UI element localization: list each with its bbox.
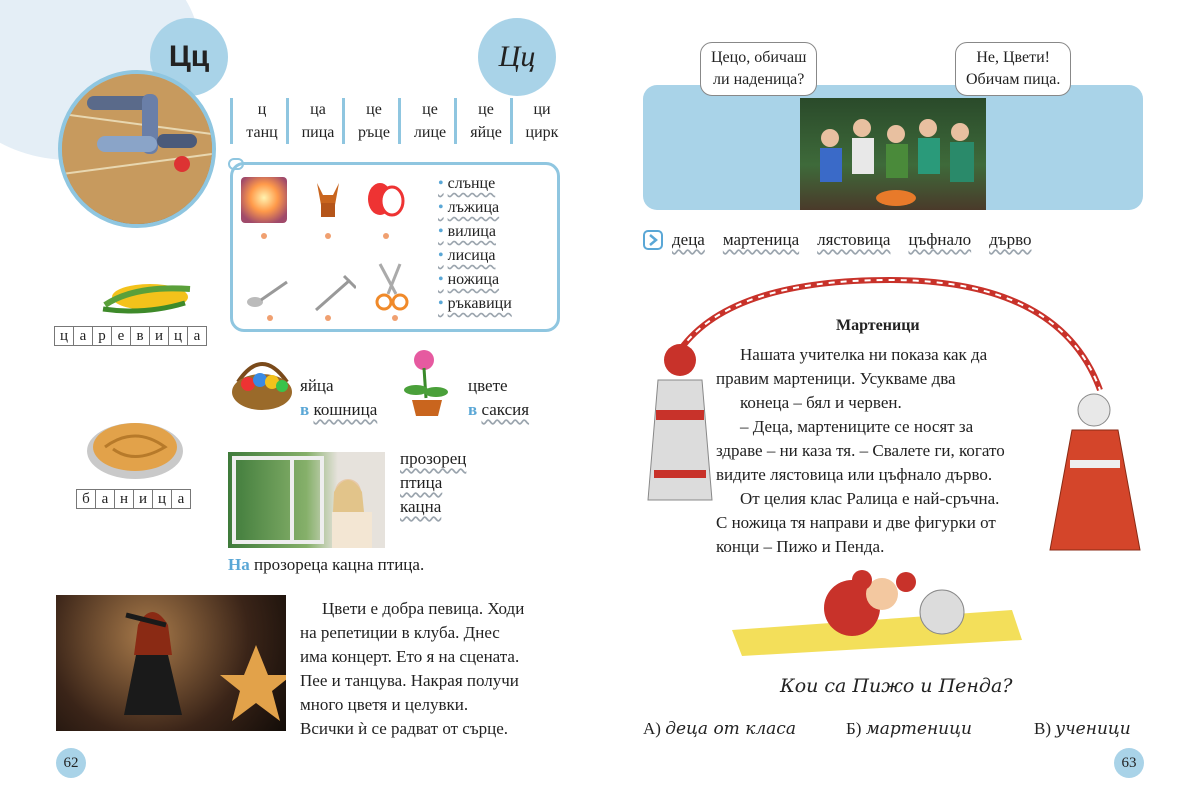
story-line: Цвети е добра певица. Ходи <box>322 599 525 618</box>
bubble-right-line: Обичам пица. <box>966 71 1061 88</box>
card-word: • лъжица <box>438 196 512 220</box>
corn-letter-boxes <box>55 326 207 346</box>
flower-word: цвете <box>468 376 508 395</box>
card-word: • слънце <box>438 172 512 196</box>
word-item: мартеница <box>722 230 800 249</box>
answer-a[interactable] <box>643 717 796 741</box>
window-word: кацна <box>400 497 442 516</box>
eggs-word: яйца <box>300 376 334 395</box>
answer-c[interactable] <box>1034 717 1131 741</box>
egg-basket-picture <box>230 352 295 412</box>
sentence-rest: прозореца кацна птица. <box>249 555 425 574</box>
window-word-list <box>400 447 466 519</box>
syllable-column <box>510 98 571 144</box>
syllable-top: ци <box>533 101 551 118</box>
syllable-column <box>286 98 347 144</box>
story-line: конеца – бял и червен. <box>740 393 902 412</box>
mittens-picture <box>362 175 408 221</box>
card-word-list <box>438 172 512 316</box>
story-line: – Деца, мартениците се носят за <box>740 417 974 436</box>
story-line: С ножица тя направи и две фигурки от <box>716 513 996 532</box>
bubble-left-line: Цецо, обичаш <box>711 49 807 66</box>
word-item: лястовица <box>817 230 891 249</box>
dot <box>325 315 331 321</box>
story-title: Мартеници <box>836 317 920 334</box>
speech-bubble-right <box>955 42 1071 96</box>
window-word: птица <box>400 473 443 492</box>
eggs-preposition: в <box>300 400 310 419</box>
answer-label: Б) <box>846 719 862 738</box>
pizho-penda-drawing <box>722 560 1028 656</box>
fork-picture <box>310 270 356 316</box>
letter-box: ц <box>152 489 172 509</box>
story-line: на репетиции в клуба. Днес <box>300 623 500 642</box>
dot <box>392 315 398 321</box>
syllable-column <box>398 98 459 144</box>
bubble-left-line: ли наденица? <box>713 71 805 88</box>
syllable-word: пица <box>301 124 335 141</box>
card-word: • ножица <box>438 268 512 292</box>
letter-box: а <box>171 489 191 509</box>
dot <box>383 233 389 239</box>
question: Кои са Пижо и Пенда? <box>780 675 1013 697</box>
story-line: видите лястовица или цъфнало дърво. <box>716 465 993 484</box>
answer-text: мартеници <box>865 719 972 739</box>
speech-bubble-left <box>700 42 817 96</box>
answer-label: А) <box>643 719 661 738</box>
word-item: деца <box>672 230 705 249</box>
dot <box>261 233 267 239</box>
answer-b[interactable] <box>846 717 972 741</box>
page-number-right: 63 <box>1114 748 1144 778</box>
syllable-word: яйце <box>470 124 502 141</box>
card-word: • лисица <box>438 244 512 268</box>
answer-text: ученици <box>1055 719 1131 739</box>
campfire-kids-photo <box>800 98 986 210</box>
syllable-top: ца <box>310 101 326 118</box>
syllable-word: лице <box>413 124 447 141</box>
window-girl-photo <box>228 452 385 548</box>
card-word: • ръкавици <box>438 292 512 316</box>
story-line: От целия клас Ралица е най-сръчна. <box>740 489 1000 508</box>
syllable-column <box>342 98 403 144</box>
dot <box>267 315 273 321</box>
syllable-column <box>230 98 291 144</box>
word-item: цъфнало <box>908 230 972 249</box>
answer-label: В) <box>1034 719 1051 738</box>
page-number-left: 62 <box>56 748 86 778</box>
martenitsa-story <box>716 343 1005 559</box>
syllable-top: це <box>422 101 438 118</box>
card-word: • вилица <box>438 220 512 244</box>
banitsa-letter-boxes <box>77 489 191 509</box>
scissors-picture <box>370 262 416 308</box>
pot-word: саксия <box>481 400 530 419</box>
letter-box: р <box>92 326 112 346</box>
story-line: правим мартеници. Усукваме два <box>716 369 956 388</box>
syllable-word: цирк <box>525 124 559 141</box>
story-line: Нашата учителка ни показа как да <box>740 345 988 364</box>
letter-box: ц <box>168 326 188 346</box>
letter-badge-print: Цц <box>150 18 228 96</box>
word-row <box>672 228 1050 252</box>
flower-phrase <box>468 374 529 422</box>
letter-box: и <box>149 326 169 346</box>
letter-box: н <box>114 489 134 509</box>
kids-letter-photo <box>58 70 216 228</box>
flower-pot-picture <box>398 348 456 418</box>
syllable-word: ръце <box>358 124 390 141</box>
letter-box: в <box>130 326 150 346</box>
sentence-preposition: На <box>228 555 250 574</box>
story-line: Всички ѝ се радват от сърце. <box>300 719 509 738</box>
syllable-top: це <box>366 101 382 118</box>
link-icon <box>227 155 247 175</box>
syllable-word: танц <box>246 124 278 141</box>
letter-box: а <box>187 326 207 346</box>
basket-word: кошница <box>313 400 378 419</box>
story-line: конци – Пижо и Пенда. <box>716 537 885 556</box>
letter-box: а <box>73 326 93 346</box>
syllable-column <box>454 98 515 144</box>
syllable-top: ц <box>257 101 267 118</box>
bubble-right-line: Не, Цвети! <box>976 49 1050 66</box>
singer-story <box>300 597 524 741</box>
letter-badge-script: Цц <box>478 18 556 96</box>
singer-photo <box>56 595 286 731</box>
banitsa-picture <box>85 415 185 481</box>
letter-box: ц <box>54 326 74 346</box>
window-word: прозорец <box>400 449 467 468</box>
story-line: много цветя и целувки. <box>300 695 469 714</box>
story-line: Пее и танцува. Накрая получи <box>300 671 519 690</box>
arrow-icon <box>643 230 663 250</box>
eggs-phrase <box>300 374 377 422</box>
syllable-top: це <box>478 101 494 118</box>
spoon-picture <box>243 270 289 316</box>
corn-picture <box>95 275 195 317</box>
fox-picture <box>305 175 351 221</box>
letter-box: е <box>111 326 131 346</box>
story-line: здраве – ни каза тя. – Свалете ги, когато <box>716 441 1005 460</box>
letter-box: б <box>76 489 96 509</box>
dot <box>325 233 331 239</box>
letter-box: и <box>133 489 153 509</box>
letter-box: а <box>95 489 115 509</box>
story-line: има концерт. Ето я на сцената. <box>300 647 520 666</box>
flower-preposition: в <box>468 400 478 419</box>
answer-text: деца от класа <box>665 719 796 739</box>
window-sentence <box>228 553 424 577</box>
sun-picture <box>241 177 287 223</box>
word-item: дърво <box>989 230 1032 249</box>
